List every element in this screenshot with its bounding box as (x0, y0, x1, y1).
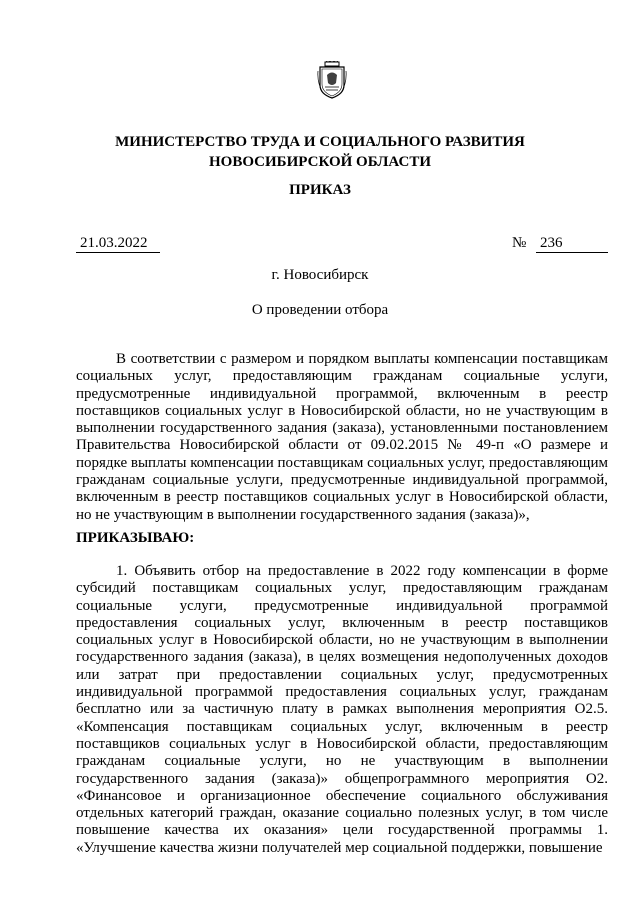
document-date: 21.03.2022 (76, 234, 160, 253)
order-word: ПРИКАЗЫВАЮ: (76, 530, 195, 546)
ministry-name-line2: НОВОСИБИРСКОЙ ОБЛАСТИ (208, 154, 432, 170)
document-number: 236 (536, 234, 608, 253)
number-sign: № (512, 235, 527, 251)
coat-of-arms-icon (317, 61, 347, 99)
order-item-1: 1. Объявить отбор на предоставление в 2022 году компенсации в форме субсидий поставщикам социальных услуг, предоставляющим гражданам социальные услуги, предусмотренные индивидуальной программой предоставления социальных услуг, включенным в реестр поставщиков социальных услуг в Новосибирской области, но не участвующим в выполнении государственного задания (заказа), в целях возмещения недополученных доходов или затрат при предоставлении социальных услуг, предусмотренных индивидуальной программой предоставления социальных услуг, гражданам бесплатно или за частичную плату в рамках выполнения мероприятия О2.5. «Компенсация поставщикам социальных услуг, включенным в реестр поставщиков социальных услуг в Новосибирской области, предоставляющим гражданам социальные услуги, но не участвующим в выполнении государственного задания (заказа)» общепрограммного мероприятия О2. «Финансовое и организационное обеспечение социального обслуживания отдельных категорий граждан, оказание социально полезных услуг, в том числе повышение качества их оказания» цели государственной программы 1. «Улучшение качества жизни получателей мер социальной поддержки, повышение (76, 563, 608, 856)
preamble-paragraph: В соответствии с размером и порядком выплаты компенсации поставщикам социальных услуг, предоставляющим гражданам социальные услуги, предусмотренные индивидуальной программой, включенным в реестр поставщиков социальных услуг в Новосибирской области, но не участвующим в выполнении государственного задания (заказа), установленными постановлением Правительства Новосибирской области от 09.02.2015 № 49-п «О размере и порядке выплаты компенсации поставщикам социальных услуг, предоставляющим гражданам социальные услуги, предусмотренные индивидуальной программой, включенным в реестр поставщиков социальных услуг в Новосибирской области, но не участвующим в выполнении государственного задания (заказа)», (76, 351, 608, 523)
city: г. Новосибирск (271, 267, 369, 283)
document-type: ПРИКАЗ (289, 182, 351, 198)
document-subject: О проведении отбора (251, 302, 389, 318)
ministry-name (0, 132, 640, 172)
ministry-name-line1: МИНИСТЕРСТВО ТРУДА И СОЦИАЛЬНОГО РАЗВИТИЯ (115, 134, 525, 150)
